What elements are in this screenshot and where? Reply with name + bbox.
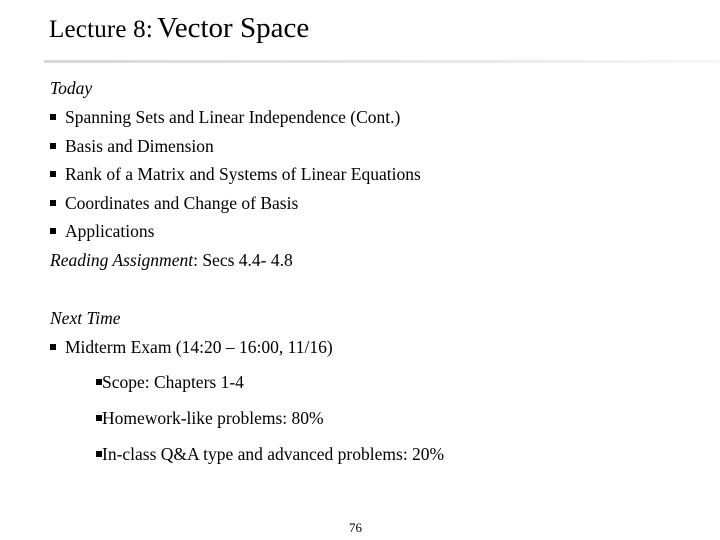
list-item-text: Coordinates and Change of Basis	[65, 193, 299, 213]
square-bullet-icon	[50, 228, 56, 234]
reading-value: : Secs 4.4- 4.8	[193, 250, 293, 270]
square-bullet-icon	[50, 171, 56, 177]
list-item-text: Rank of a Matrix and Systems of Linear Equations	[65, 164, 421, 184]
square-bullet-icon	[50, 200, 56, 206]
list-item	[50, 138, 214, 156]
sub-list-item	[96, 410, 324, 428]
list-item-text: Midterm Exam (14:20 – 16:00, 11/16)	[65, 337, 333, 357]
list-item-text: Basis and Dimension	[65, 136, 214, 156]
title-main: Vector Space	[157, 12, 310, 44]
square-bullet-icon	[50, 114, 56, 120]
list-item-text: Applications	[65, 221, 155, 241]
list-item	[50, 339, 333, 357]
sub-list-item-text: In-class Q&A type and advanced problems: 20%	[102, 444, 445, 464]
square-bullet-icon	[50, 344, 56, 350]
list-item	[50, 166, 421, 184]
sub-list-item-text: Homework-like problems: 80%	[102, 408, 324, 428]
title-divider	[44, 60, 720, 63]
sub-list-item	[96, 446, 444, 464]
next-time-heading: Next Time	[50, 308, 121, 328]
title-prefix: Lecture 8:	[49, 16, 154, 43]
sub-list-item-text: Scope: Chapters 1-4	[102, 372, 244, 392]
list-item	[50, 195, 298, 213]
sub-list-item	[96, 374, 244, 392]
list-item	[50, 109, 400, 127]
list-item	[50, 223, 154, 241]
slide-title	[49, 14, 309, 43]
reading-label: Reading Assignment	[50, 250, 194, 270]
page-number: 76	[349, 520, 362, 535]
today-heading: Today	[50, 78, 93, 98]
list-item-text: Spanning Sets and Linear Independence (Cont.)	[65, 107, 401, 127]
reading-assignment	[50, 252, 293, 270]
square-bullet-icon	[50, 143, 56, 149]
